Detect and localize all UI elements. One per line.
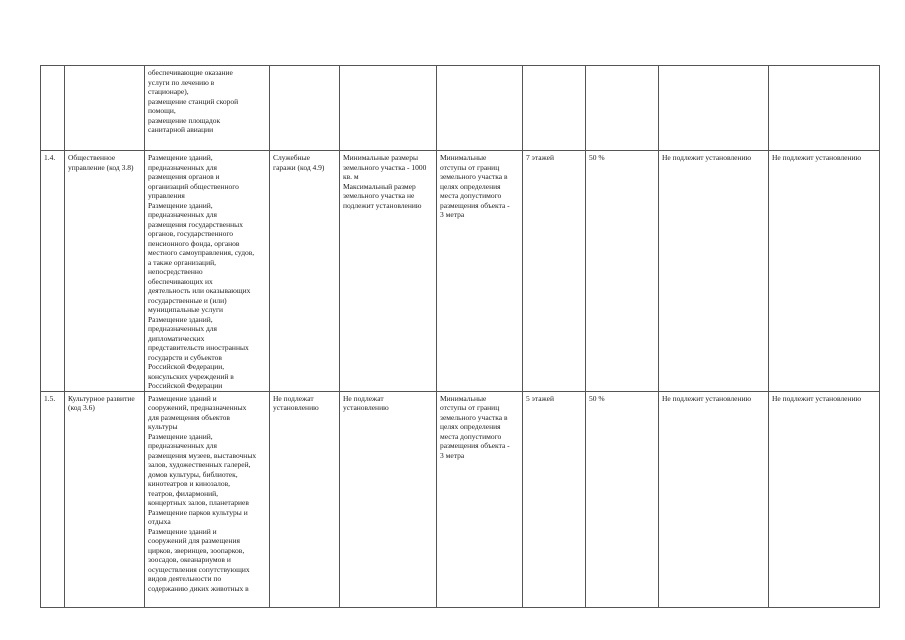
cell-text-line: театров, филармоний, xyxy=(148,488,218,498)
cell-text-line: размещение станций скорой xyxy=(148,96,239,106)
cell-text-line: целях определения xyxy=(440,181,501,191)
cell-text-line: размещение площадок xyxy=(148,115,221,125)
cell-build-percent xyxy=(586,391,659,607)
cell-number xyxy=(41,391,65,607)
cell-text: 5 этажей xyxy=(526,393,554,403)
cell-text-line: обеспечивающие оказание xyxy=(148,68,233,77)
cell-plot-size xyxy=(340,66,437,151)
cell-text-line: культуры xyxy=(148,422,178,431)
cell-text: 50 % xyxy=(589,393,605,403)
cell-auxiliary-use xyxy=(270,66,340,151)
cell-text-line: консульских учреждений в xyxy=(148,371,234,381)
cell-setback xyxy=(437,66,523,151)
cell-text-line: осуществления сопутствующих xyxy=(148,564,250,574)
cell-text-line: содержанию диких животных в xyxy=(148,583,249,593)
cell-text-line: земельного участка в xyxy=(440,412,508,422)
cell-text-line: места допустимого xyxy=(440,191,502,200)
cell-text-line: Минимальные размеры xyxy=(343,153,419,162)
cell-max-floors xyxy=(523,151,586,392)
cell-restriction xyxy=(659,391,769,607)
cell-text-line: Российской Федерации xyxy=(148,381,223,390)
cell-text-line: пенсионного фонда, органов xyxy=(148,238,240,248)
cell-text-line: местного самоуправления, судов, xyxy=(148,248,255,257)
cell-text-line: управление (код 3.8) xyxy=(68,162,134,172)
cell-text-line: установлению xyxy=(343,403,389,412)
cell-text-line: органов, государственного xyxy=(148,229,234,238)
cell-setback xyxy=(437,151,523,392)
cell-use-description xyxy=(145,151,270,392)
cell-text-line: Размещение зданий и xyxy=(148,526,217,536)
cell-restriction-extra xyxy=(769,151,880,392)
cell-text-line: Служебные xyxy=(273,153,311,162)
cell-text: Не подлежит установлению xyxy=(772,393,862,403)
cell-number xyxy=(41,66,65,151)
cell-text-line: земельного участка - 1000 xyxy=(343,162,427,172)
cell-text-line: кв. м xyxy=(343,172,359,181)
cell-text-line: Максимальный размер xyxy=(343,181,416,191)
cell-text-line: отступы от границ xyxy=(440,403,500,412)
cell-restriction-extra xyxy=(769,66,880,151)
cell-text-line: Размещение зданий, xyxy=(148,153,213,162)
cell-text-line: подлежит установлению xyxy=(343,200,422,210)
cell-max-floors xyxy=(523,66,586,151)
cell-text-line: для размещения объектов xyxy=(148,412,230,422)
cell-auxiliary-use xyxy=(270,151,340,392)
cell-text-line: организаций общественного xyxy=(148,181,239,191)
cell-text-line: размещения объекта - xyxy=(440,441,510,450)
cell-text-line: видов деятельности по xyxy=(148,574,222,583)
cell-max-floors xyxy=(523,391,586,607)
cell-restriction xyxy=(659,151,769,392)
cell-text-line: Российской Федерации, xyxy=(148,362,225,371)
cell-use-name xyxy=(65,151,145,392)
cell-plot-size xyxy=(340,151,437,392)
cell-text-line: Культурное развитие xyxy=(68,393,135,403)
table-row xyxy=(41,391,880,607)
cell-text-line: предназначенных для xyxy=(148,210,217,219)
cell-text-line: Общественное xyxy=(68,153,116,162)
cell-number xyxy=(41,151,65,392)
cell-text-line: земельного участка в xyxy=(440,172,508,181)
cell-text-line: государственные и (или) xyxy=(148,295,227,305)
cell-text-line: стационаре), xyxy=(148,87,189,96)
cell-text-line: управления xyxy=(148,191,185,200)
cell-text-line: цирков, зверинцев, зоопарков, xyxy=(148,545,245,555)
cell-setback xyxy=(437,391,523,607)
cell-text-line: домов культуры, библиотек, xyxy=(148,469,238,479)
cell-use-description xyxy=(145,391,270,607)
cell-text: 1.4. xyxy=(44,153,56,162)
cell-text-line: государств и субъектов xyxy=(148,352,222,362)
table-row xyxy=(41,66,880,151)
cell-text-line: 3 метра xyxy=(440,210,465,219)
cell-text-line: Размещение зданий, xyxy=(148,314,213,324)
cell-text-line: размещения музеев, выставочных xyxy=(148,450,257,460)
cell-text-line: (код 3.6) xyxy=(68,403,95,412)
cell-text-line: Размещение парков культуры и xyxy=(148,507,248,517)
cell-text-line: гаражи (код 4.9) xyxy=(273,162,325,172)
cell-text-line: целях определения xyxy=(440,422,501,431)
cell-text: 50 % xyxy=(589,153,605,162)
cell-use-name xyxy=(65,66,145,151)
table-row xyxy=(41,151,880,392)
cell-text-line: размещения органов и xyxy=(148,172,220,181)
cell-text-line: места допустимого xyxy=(440,431,502,441)
cell-build-percent xyxy=(586,151,659,392)
cell-build-percent xyxy=(586,66,659,151)
cell-text-line: Размещение зданий, xyxy=(148,200,213,210)
cell-text-line: помощи, xyxy=(148,106,176,115)
cell-plot-size xyxy=(340,391,437,607)
cell-text-line: установлению xyxy=(273,403,319,412)
cell-text-line: санитарной авиации xyxy=(148,125,214,134)
zoning-regulations-table xyxy=(40,65,880,608)
cell-text: Не подлежит установлению xyxy=(662,393,752,403)
cell-text-line: отдыха xyxy=(148,517,171,526)
cell-text-line: Минимальные xyxy=(440,393,487,403)
cell-text-line: концертных залов, планетариев xyxy=(148,498,249,507)
cell-text-line: представительств иностранных xyxy=(148,343,249,352)
cell-text-line: 3 метра xyxy=(440,450,465,460)
cell-text-line: отступы от границ xyxy=(440,162,500,172)
cell-text-line: сооружений, предназначенных xyxy=(148,403,247,412)
cell-text: 1.5. xyxy=(44,393,56,403)
cell-restriction xyxy=(659,66,769,151)
cell-text-line: муниципальные услуги xyxy=(148,305,224,314)
cell-text-line: размещения государственных xyxy=(148,219,243,229)
cell-text-line: предназначенных для xyxy=(148,324,217,333)
cell-text-line: Не подлежат xyxy=(273,393,314,403)
cell-text-line: сооружений для размещения xyxy=(148,536,240,545)
cell-use-description xyxy=(145,66,270,151)
cell-text-line: непосредственно xyxy=(148,267,203,276)
cell-text: 7 этажей xyxy=(526,153,554,162)
cell-text-line: предназначенных для xyxy=(148,441,217,450)
cell-text-line: обеспечивающих их xyxy=(148,276,213,286)
cell-text-line: кинотеатров и кинозалов, xyxy=(148,479,231,488)
cell-text-line: земельного участка не xyxy=(343,191,415,200)
cell-text-line: дипломатических xyxy=(148,333,205,343)
cell-text-line: услуги по лечению в xyxy=(148,77,215,87)
cell-auxiliary-use xyxy=(270,391,340,607)
cell-use-name xyxy=(65,391,145,607)
cell-text-line: предназначенных для xyxy=(148,162,217,172)
cell-text-line: Размещение зданий и xyxy=(148,393,217,403)
cell-text-line: Не подлежат xyxy=(343,393,384,403)
cell-text-line: деятельность или оказывающих xyxy=(148,286,251,295)
cell-text: Не подлежит установлению xyxy=(662,153,752,162)
cell-restriction-extra xyxy=(769,391,880,607)
cell-text-line: а также организаций, xyxy=(148,257,216,267)
cell-text-line: Размещение зданий, xyxy=(148,431,213,441)
cell-text: Не подлежит установлению xyxy=(772,153,862,162)
cell-text-line: зоосадов, океанариумов и xyxy=(148,555,231,564)
cell-text-line: размещения объекта - xyxy=(440,200,510,210)
cell-text-line: залов, художественных галерей, xyxy=(148,460,251,469)
cell-text-line: Минимальные xyxy=(440,153,487,162)
